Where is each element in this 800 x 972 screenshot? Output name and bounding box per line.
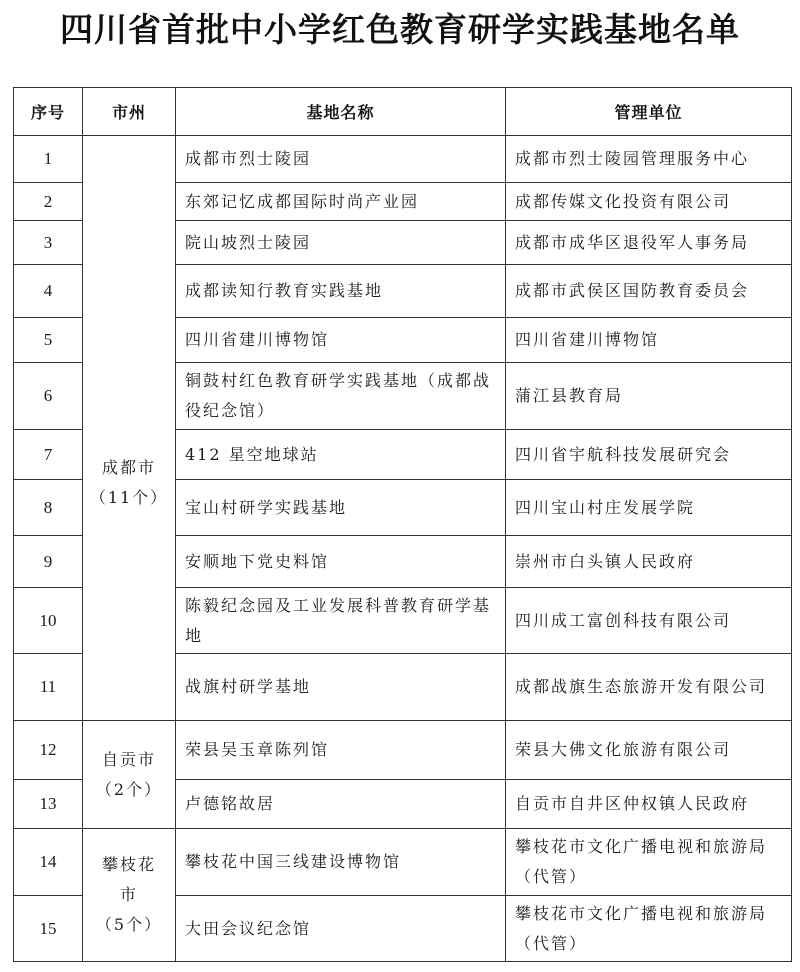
city-cell-chengdu [83,136,176,721]
unit-cell: 四川宝山村庄发展学院 [506,480,792,536]
base-name-cell: 成都读知行教育实践基地 [176,265,506,318]
base-name-cell: 宝山村研学实践基地 [176,480,506,536]
base-name-cell: 攀枝花中国三线建设博物馆 [176,829,506,896]
header-city: 市州 [83,88,176,136]
seq-cell: 5 [14,318,83,363]
seq-cell: 12 [14,721,83,780]
header-unit: 管理单位 [506,88,792,136]
unit-cell: 成都市成华区退役军人事务局 [506,221,792,265]
unit-cell: 崇州市白头镇人民政府 [506,536,792,588]
city-name: 攀枝花 [101,855,156,874]
base-name-cell: 安顺地下党史料馆 [176,536,506,588]
city-name-cont: 市 [119,885,138,904]
base-name-cell: 荣县吴玉章陈列馆 [176,721,506,780]
table-row [14,721,792,780]
base-name-cell: 412 星空地球站 [176,430,506,480]
unit-cell: 四川省建川博物馆 [506,318,792,363]
page-title: 四川省首批中小学红色教育研学实践基地名单 [60,10,740,49]
unit-cell: 成都市武侯区国防教育委员会 [506,265,792,318]
base-list-table [13,87,792,962]
unit-cell: 攀枝花市文化广播电视和旅游局（代管） [506,896,792,962]
base-name-cell: 院山坡烈士陵园 [176,221,506,265]
table-row [14,829,792,896]
header-seq: 序号 [14,88,83,136]
seq-cell: 13 [14,780,83,829]
base-name-cell: 陈毅纪念园及工业发展科普教育研学基地 [176,588,506,654]
city-cell-panzhihua [83,829,176,962]
seq-cell: 15 [14,896,83,962]
seq-cell: 8 [14,480,83,536]
base-name-cell: 卢德铭故居 [176,780,506,829]
unit-cell: 蒲江县教育局 [506,363,792,430]
city-cell-zigong [83,721,176,829]
seq-cell: 7 [14,430,83,480]
city-count: （2个） [95,779,163,799]
seq-cell: 2 [14,183,83,221]
seq-cell: 14 [14,829,83,896]
base-name-cell: 东郊记忆成都国际时尚产业园 [176,183,506,221]
unit-cell: 自贡市自井区仲权镇人民政府 [506,780,792,829]
unit-cell: 四川省宇航科技发展研究会 [506,430,792,480]
unit-cell: 成都市烈士陵园管理服务中心 [506,136,792,183]
unit-cell: 成都传媒文化投资有限公司 [506,183,792,221]
seq-cell: 4 [14,265,83,318]
unit-cell: 成都战旗生态旅游开发有限公司 [506,654,792,721]
base-name-cell: 大田会议纪念馆 [176,896,506,962]
seq-cell: 11 [14,654,83,721]
header-name: 基地名称 [176,88,506,136]
base-name-cell: 四川省建川博物馆 [176,318,506,363]
base-name-cell: 铜鼓村红色教育研学实践基地（成都战役纪念馆） [176,363,506,430]
base-name-cell: 成都市烈士陵园 [176,136,506,183]
seq-cell: 3 [14,221,83,265]
seq-cell: 9 [14,536,83,588]
unit-cell: 荣县大佛文化旅游有限公司 [506,721,792,780]
seq-cell: 6 [14,363,83,430]
seq-cell: 1 [14,136,83,183]
base-name-cell: 战旗村研学基地 [176,654,506,721]
header-row [14,88,792,136]
seq-cell: 10 [14,588,83,654]
unit-cell: 攀枝花市文化广播电视和旅游局（代管） [506,829,792,896]
city-name: 成都市 [101,458,156,477]
unit-cell: 四川成工富创科技有限公司 [506,588,792,654]
city-count: （5个） [95,915,163,934]
city-name: 自贡市 [101,749,156,769]
city-count: （11个） [89,488,169,507]
table-row [14,136,792,183]
